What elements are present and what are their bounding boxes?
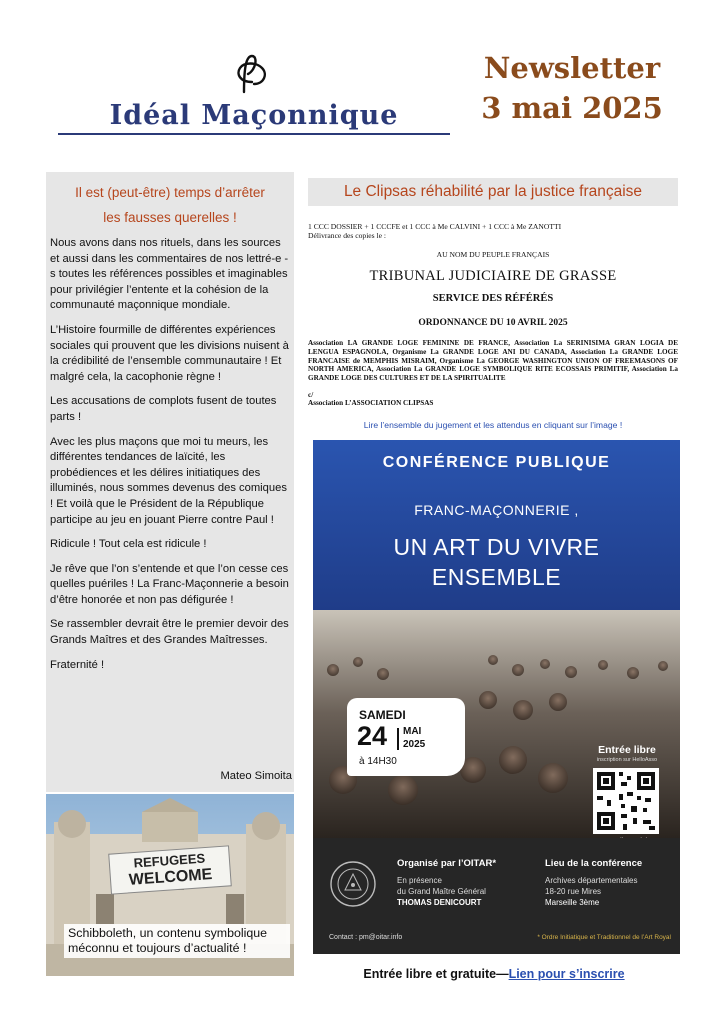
court-copies-line: 1 CCC DOSSIER + 1 CCCFE et 1 CCC à Me CALVINI + 1 CCC à Me ZANOTTI — [308, 222, 562, 231]
event-time: à 14H30 — [359, 756, 397, 767]
event-date-badge — [347, 698, 465, 776]
oitar-seal-icon — [329, 860, 377, 908]
editorial-paragraph: Se rassembler devrait être le premier devoir des Grands Maîtres et des Grandes Maîtresses. — [50, 618, 289, 647]
venue-city: Marseille 3ème — [545, 898, 600, 907]
court-copies — [308, 222, 678, 240]
court-tribunal: TRIBUNAL JUDICIAIRE DE GRASSE — [369, 268, 617, 284]
registration-footer — [308, 967, 680, 981]
brand-name: Idéal Maçonnique — [109, 100, 399, 131]
event-day: SAMEDI — [359, 708, 406, 722]
ruling-link-text[interactable]: Lire l’ensemble du jugement et les attendus en cliquant sur l’image ! — [363, 420, 623, 430]
court-people: AU NOM DU PEUPLE FRANÇAIS — [436, 250, 550, 259]
editorial-title-line: les fausses querelles ! — [103, 210, 237, 225]
court-versus: c/ — [308, 391, 314, 399]
editorial-signature: Mateo Simoita — [220, 770, 292, 782]
organizer-title: Organisé par l’OITAR* — [397, 858, 497, 869]
venue-line: Archives départementales — [545, 876, 638, 885]
editorial-paragraph: Avec les plus maçons que moi tu meurs, les différentes tendances de laïcité, les probédiences et les délires initiatiques des illuminés, nous sommes devenus des comiques ! Et voilà que le Président de la République participe au jeu en jouant Pierre contre Paul ! — [50, 435, 287, 526]
editorial-title — [56, 180, 284, 230]
newsletter-label: Newsletter — [483, 51, 661, 85]
poster-headline: UN ART DU VIVRE — [393, 534, 600, 560]
newsletter-header — [462, 48, 682, 128]
court-defendant: Association L’ASSOCIATION CLIPSAS — [308, 399, 434, 407]
poster-headline: ENSEMBLE — [431, 564, 562, 590]
registration-link[interactable]: Lien pour s’inscrire — [508, 967, 625, 981]
registration-text: Entrée libre et gratuite— — [363, 967, 509, 981]
event-month: MAI — [403, 726, 422, 737]
editorial-title-line: Il est (peut-être) temps d’arrêter — [75, 185, 265, 200]
court-copies-line: Délivrance des copies le : — [308, 231, 387, 240]
free-entry-label: Entrée libre — [598, 744, 656, 756]
poster-footer — [313, 838, 680, 954]
inscription-note: inscription sur HelloAsso — [596, 757, 658, 763]
venue-line: 18-20 rue Mires — [545, 887, 602, 896]
clipsas-title: Le Clipsas réhabilité par la justice française — [308, 178, 678, 206]
court-ruling-image[interactable] — [308, 214, 678, 418]
event-date-number: 24 — [357, 721, 388, 751]
venue-title: Lieu de la conférence — [545, 858, 643, 869]
editorial-paragraph: Les accusations de complots fusent de toutes parts ! — [50, 395, 277, 423]
poster-subject: FRANC-MAÇONNERIE , — [414, 502, 579, 518]
editorial-body — [50, 236, 292, 682]
banner-text: WELCOME — [128, 866, 213, 889]
contact-email: Contact : pm@oitar.info — [329, 934, 403, 941]
oitar-footnote: * Ordre Initiatique et Traditionnel de l’Art Royal — [537, 934, 671, 941]
event-year: 2025 — [403, 739, 426, 750]
poster-conference: CONFÉRENCE PUBLIQUE — [382, 454, 611, 471]
organizer-name: THOMAS DENICOURT — [397, 898, 482, 907]
editorial-paragraph: Je rêve que l’on s’entende et que l’on cesse ces quelles puériles ! La Franc-Maçonnerie a besoin d’être honorée et non pas défigurée ! — [50, 562, 289, 606]
editorial-paragraph: L’Histoire fourmille de différentes expériences sociales qui prouvent que les divisions nuisent à la crédibilité de l’ensemble communautaire ! Et malgré cela, la cacophonie règne ! — [50, 323, 289, 383]
brand-underline — [58, 133, 450, 135]
court-parties: Association LA GRANDE LOGE FEMININE DE FRANCE, Association La SERINISIMA GRAN LOGIA DE LENGUA ESPAGNOLA, Organisme La GRANDE LOGE ANI DU CANADA, Association La GRANDE LOGE FRANCAISE de MEMPHIS MISRAIM, Organisme La GEORGE WASHINGTON UNION OF FREEMASONS OF NORTH AMERICA, Association La GRANDE LOGE SYMBOLIQUE RITE ECOSSAIS PRIMITIF, Association La GRANDE LOGE DES CULTURES ET DE LA SPIRITUALITE — [308, 339, 678, 383]
qr-code-icon[interactable] — [593, 768, 659, 834]
logo-emblem-icon — [226, 48, 278, 100]
conference-poster[interactable] — [313, 440, 680, 954]
newsletter-date: 3 mai 2025 — [481, 91, 663, 125]
court-ordonnance: ORDONNANCE DU 10 AVRIL 2025 — [418, 318, 568, 328]
editorial-paragraph: Fraternité ! — [50, 658, 105, 671]
court-service: SERVICE DES RÉFÉRÉS — [432, 293, 554, 304]
date-separator — [397, 728, 399, 750]
banner-text: REFUGEES — [133, 850, 206, 871]
organizer-role: du Grand Maître Général — [397, 887, 486, 896]
editorial-paragraph: Ridicule ! Tout cela est ridicule ! — [50, 538, 207, 551]
editorial-paragraph: Nous avons dans nos rituels, dans les sources et aussi dans les commentaires de nos lettré-e -s toutes les références possibles et imaginables pour privilégier l’entente et la cohésion de la communauté maçonnique mondiale. — [50, 237, 289, 312]
photo-caption: Schibboleth, un contenu symbolique méconnu et toujours d’actualité ! — [64, 924, 290, 958]
organizer-presence: En présence — [397, 876, 442, 885]
